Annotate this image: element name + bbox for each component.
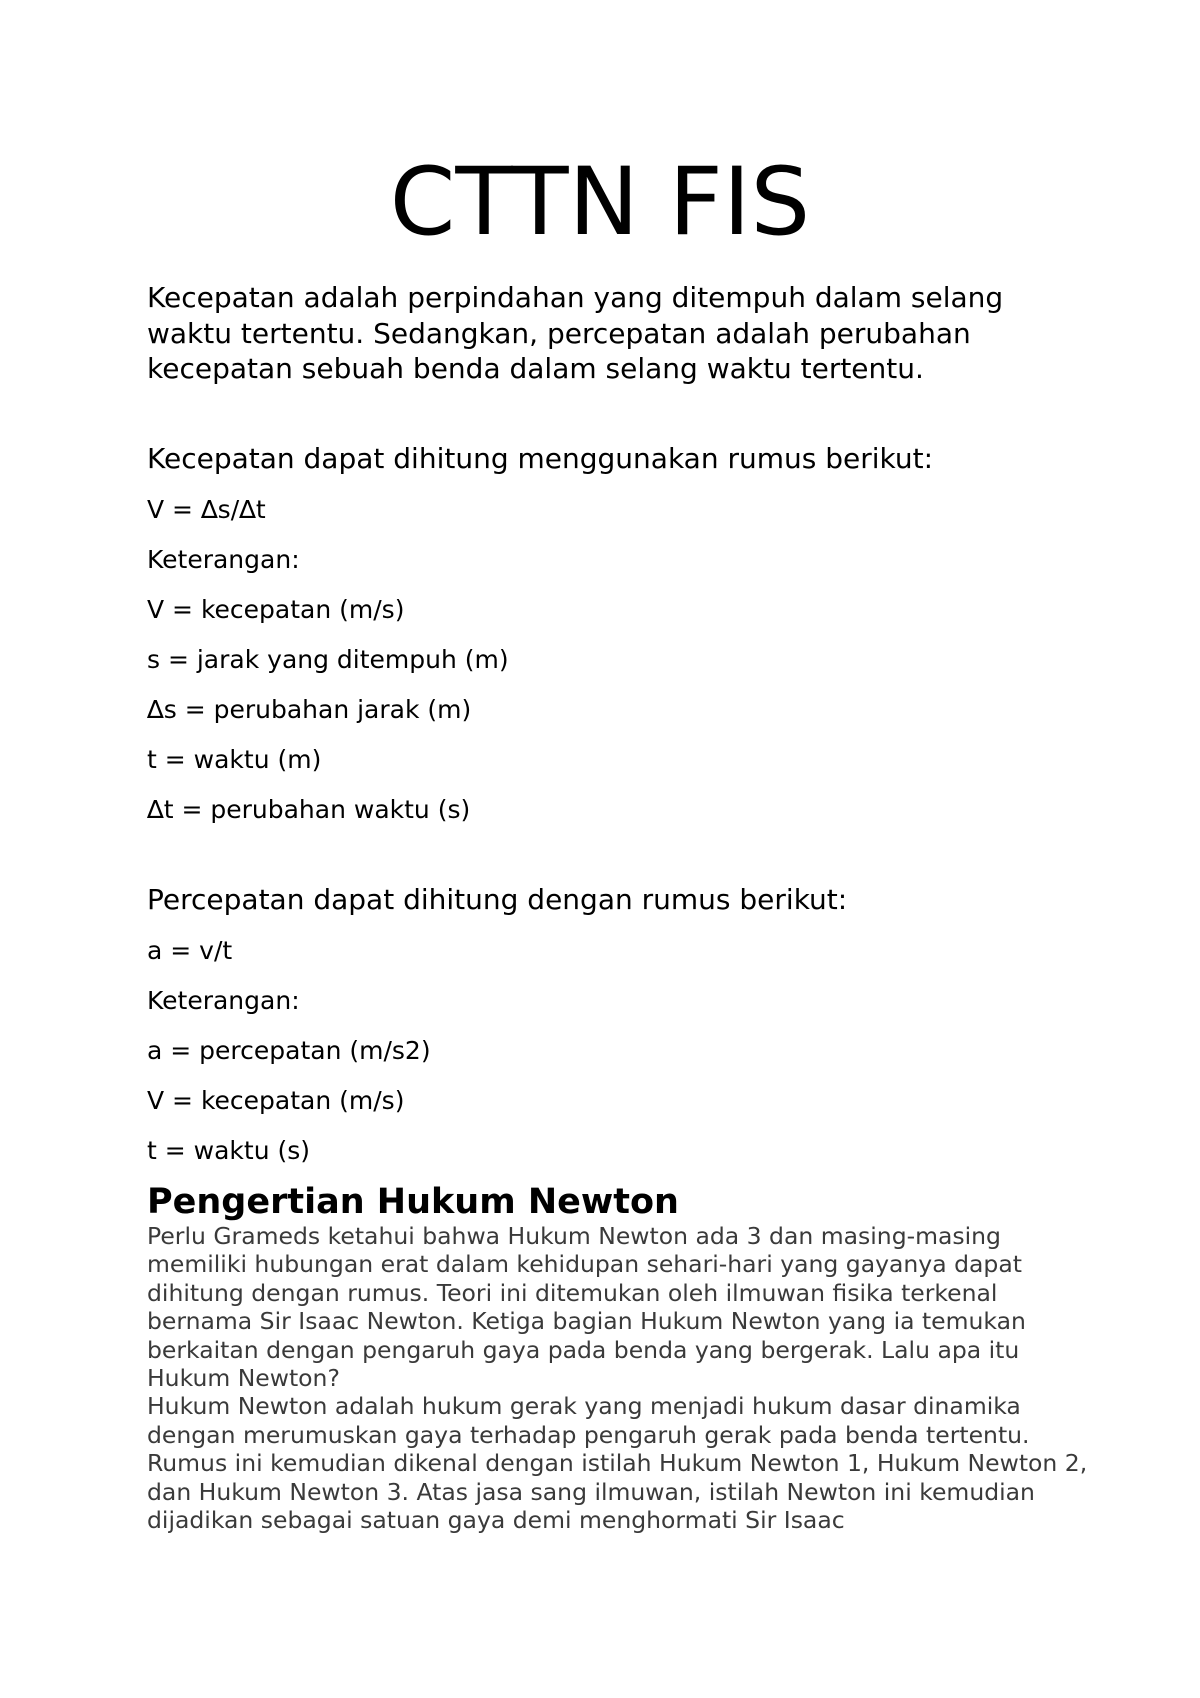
acceleration-notes-label: Keterangan: bbox=[147, 986, 300, 1015]
newton-body bbox=[147, 1222, 1097, 1534]
velocity-note: ∆t = perubahan waktu (s) bbox=[147, 795, 471, 824]
newton-paragraph: Hukum Newton adalah hukum gerak yang menjadi hukum dasar dinamika dengan merumuskan gaya terhadap pengaruh gerak pada benda tertentu. Rumus ini kemudian dikenal dengan istilah Hukum Newton 1, Hukum Newton 2, dan Hukum Newton 3. Atas jasa sang ilmuwan, istilah Newton ini kemudian dijadikan sebagai satuan gaya demi menghormati Sir Isaac bbox=[147, 1392, 1088, 1535]
intro-paragraph: Kecepatan adalah perpindahan yang ditempuh dalam selang waktu tertentu. Sedangkan, percepatan adalah perubahan kecepatan sebuah benda dalam selang waktu tertentu. bbox=[147, 281, 1004, 385]
newton-heading: Pengertian Hukum Newton bbox=[147, 1182, 679, 1222]
velocity-note: t = waktu (m) bbox=[147, 745, 322, 774]
newton-paragraph: Perlu Grameds ketahui bahwa Hukum Newton ada 3 dan masing-masing memiliki hubungan erat dalam kehidupan sehari-hari yang gayanya dapat dihitung dengan rumus. Teori ini ditemukan oleh ilmuwan fisika terkenal bernama Sir Isaac Newton. Ketiga bagian Hukum Newton yang ia temukan berkaitan dengan pengaruh gaya pada benda yang bergerak. Lalu apa itu Hukum Newton? bbox=[147, 1222, 1026, 1393]
document-title: CTTN FIS bbox=[389, 148, 811, 257]
acceleration-note: t = waktu (s) bbox=[147, 1136, 311, 1165]
acceleration-formula: a = v/t bbox=[147, 936, 233, 965]
acceleration-note: a = percepatan (m/s2) bbox=[147, 1036, 431, 1065]
velocity-lead: Kecepatan dapat dihitung menggunakan rumus berikut: bbox=[147, 442, 934, 475]
acceleration-lead: Percepatan dapat dihitung dengan rumus berikut: bbox=[147, 883, 848, 916]
velocity-formula: V = ∆s/∆t bbox=[147, 495, 266, 524]
velocity-note: ∆s = perubahan jarak (m) bbox=[147, 695, 472, 724]
velocity-note: s = jarak yang ditempuh (m) bbox=[147, 645, 509, 674]
velocity-notes-label: Keterangan: bbox=[147, 545, 300, 574]
acceleration-note: V = kecepatan (m/s) bbox=[147, 1086, 405, 1115]
velocity-note: V = kecepatan (m/s) bbox=[147, 595, 405, 624]
